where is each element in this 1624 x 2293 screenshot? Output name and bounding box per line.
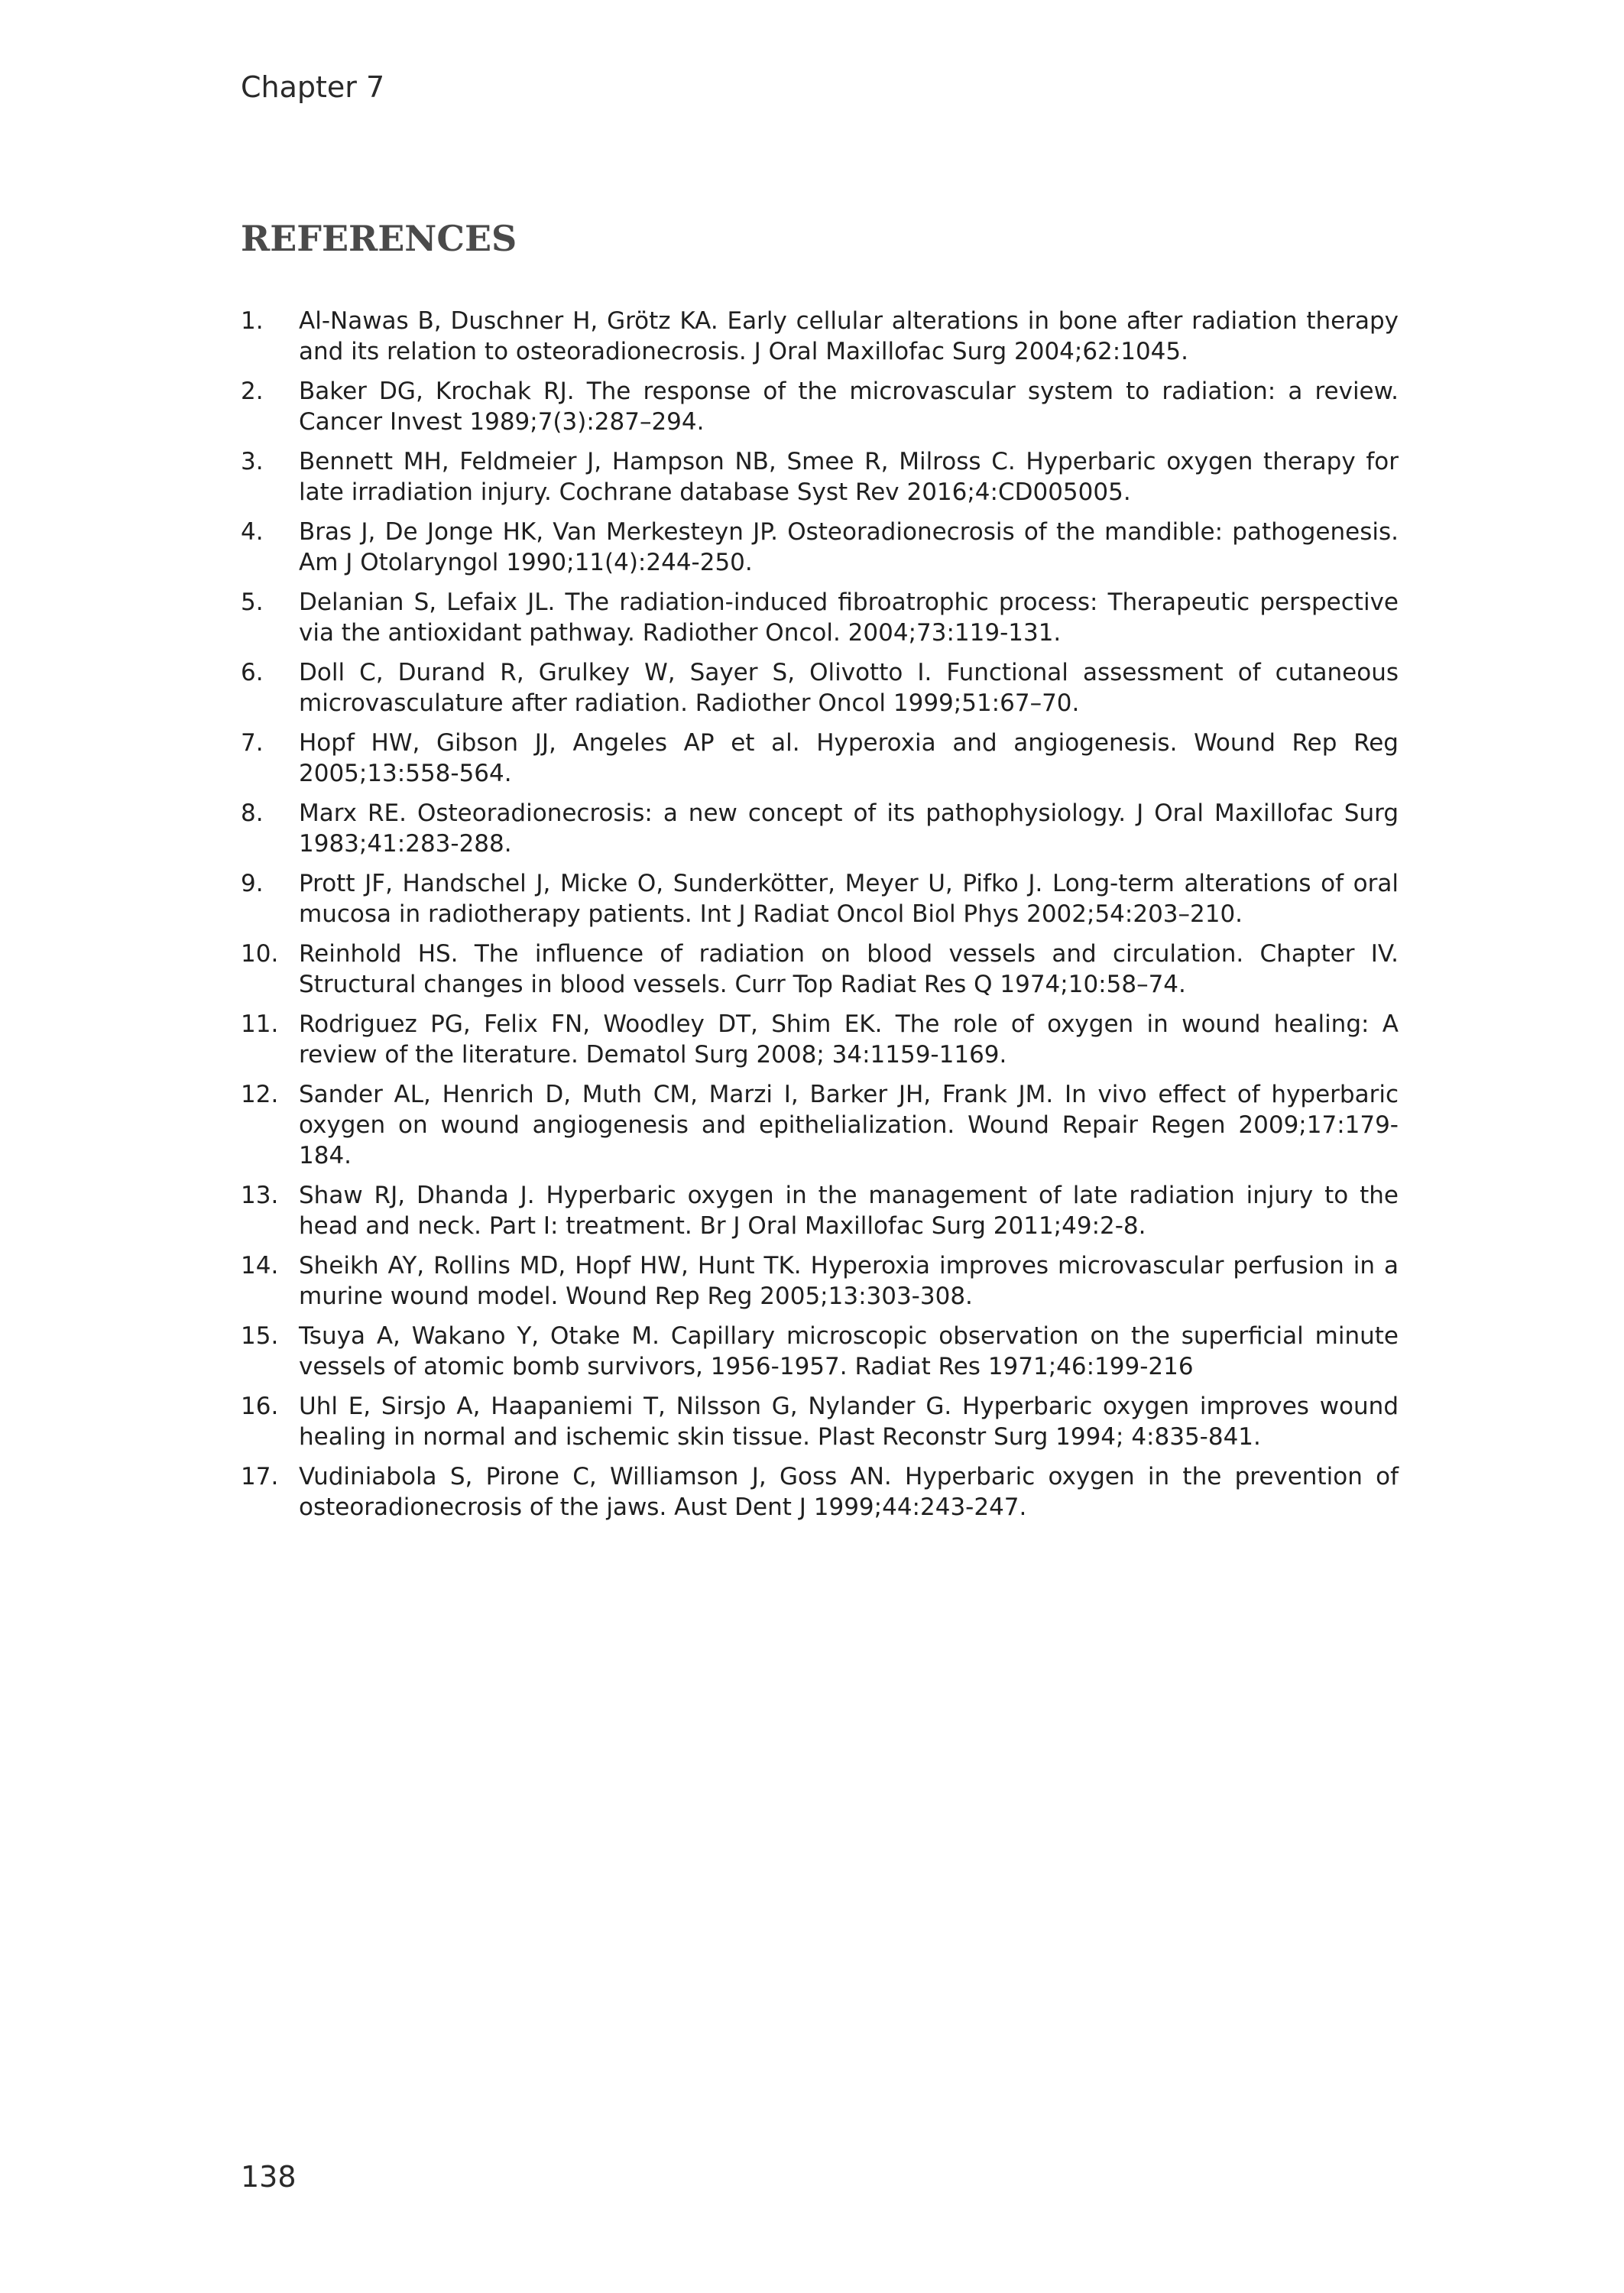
reference-item	[241, 939, 1399, 1000]
reference-item	[241, 1250, 1399, 1312]
reference-list	[241, 306, 1399, 1532]
reference-number: 7.	[241, 729, 264, 757]
reference-text: Delanian S, Lefaix JL. The radiation-induced fibroatrophic process: Therapeutic perspective via the antioxidant pathway. Radiother Oncol. 2004;73:119-131.	[299, 589, 1399, 647]
page-number: 138	[241, 2160, 297, 2194]
reference-number: 17.	[241, 1463, 279, 1490]
reference-number: 11.	[241, 1010, 279, 1038]
reference-number: 4.	[241, 518, 264, 546]
reference-item	[241, 728, 1399, 789]
reference-number: 16.	[241, 1393, 279, 1420]
reference-text: Baker DG, Krochak RJ. The response of the microvascular system to radiation: a review. Cancer Invest 1989;7(3):287–294.	[299, 378, 1399, 436]
reference-number: 9.	[241, 870, 264, 897]
reference-text: Al-Nawas B, Duschner H, Grötz KA. Early cellular alterations in bone after radiation therapy and its relation to osteoradionecrosis. J Oral Maxillofac Surg 2004;62:1045.	[299, 307, 1399, 365]
reference-item	[241, 1461, 1399, 1523]
reference-item	[241, 306, 1399, 367]
reference-number: 8.	[241, 799, 264, 827]
reference-item	[241, 1079, 1399, 1171]
reference-number: 13.	[241, 1182, 279, 1209]
reference-text: Shaw RJ, Dhanda J. Hyperbaric oxygen in the management of late radiation injury to the head and neck. Part I: treatment. Br J Oral Maxillofac Surg 2011;49:2-8.	[299, 1182, 1399, 1240]
reference-text: Sheikh AY, Rollins MD, Hopf HW, Hunt TK. Hyperoxia improves microvascular perfusion in a murine wound model. Wound Rep Reg 2005;13:303-308.	[299, 1252, 1399, 1310]
reference-text: Reinhold HS. The influence of radiation on blood vessels and circulation. Chapter IV. Structural changes in blood vessels. Curr Top Radiat Res Q 1974;10:58–74.	[299, 940, 1399, 998]
reference-item	[241, 376, 1399, 437]
reference-text: Hopf HW, Gibson JJ, Angeles AP et al. Hyperoxia and angiogenesis. Wound Rep Reg 2005;13:558-564.	[299, 729, 1399, 787]
reference-number: 10.	[241, 940, 279, 968]
reference-item	[241, 798, 1399, 859]
reference-text: Doll C, Durand R, Grulkey W, Sayer S, Olivotto I. Functional assessment of cutaneous microvasculature after radiation. Radiother Oncol 1999;51:67–70.	[299, 659, 1399, 717]
reference-number: 14.	[241, 1252, 279, 1279]
reference-number: 15.	[241, 1322, 279, 1350]
reference-item	[241, 868, 1399, 929]
reference-text: Bennett MH, Feldmeier J, Hampson NB, Smee R, Milross C. Hyperbaric oxygen therapy for late irradiation injury. Cochrane database Syst Rev 2016;4:CD005005.	[299, 448, 1399, 506]
reference-text: Tsuya A, Wakano Y, Otake M. Capillary microscopic observation on the superficial minute vessels of atomic bomb survivors, 1956-1957. Radiat Res 1971;46:199-216	[299, 1322, 1399, 1380]
reference-number: 12.	[241, 1081, 279, 1108]
reference-text: Rodriguez PG, Felix FN, Woodley DT, Shim EK. The role of oxygen in wound healing: A review of the literature. Dematol Surg 2008; 34:1159-1169.	[299, 1010, 1399, 1069]
reference-text: Vudiniabola S, Pirone C, Williamson J, Goss AN. Hyperbaric oxygen in the prevention of osteoradionecrosis of the jaws. Aust Dent J 1999;44:243-247.	[299, 1463, 1399, 1521]
reference-number: 5.	[241, 589, 264, 616]
reference-item	[241, 446, 1399, 508]
reference-number: 3.	[241, 448, 264, 475]
reference-item	[241, 1391, 1399, 1452]
reference-item	[241, 1009, 1399, 1070]
reference-text: Sander AL, Henrich D, Muth CM, Marzi I, Barker JH, Frank JM. In vivo effect of hyperbaric oxygen on wound angiogenesis and epithelialization. Wound Repair Regen 2009;17:179-184.	[299, 1081, 1399, 1169]
reference-text: Marx RE. Osteoradionecrosis: a new concept of its pathophysiology. J Oral Maxillofac Surg 1983;41:283-288.	[299, 799, 1399, 858]
reference-number: 6.	[241, 659, 264, 686]
running-head: Chapter 7	[241, 70, 385, 104]
reference-number: 1.	[241, 307, 264, 335]
reference-item	[241, 1321, 1399, 1382]
section-title: REFERENCES	[241, 218, 517, 259]
reference-item	[241, 1180, 1399, 1241]
reference-text: Prott JF, Handschel J, Micke O, Sunderkötter, Meyer U, Pifko J. Long-term alterations of oral mucosa in radiotherapy patients. Int J Radiat Oncol Biol Phys 2002;54:203–210.	[299, 870, 1399, 928]
reference-text: Uhl E, Sirsjo A, Haapaniemi T, Nilsson G, Nylander G. Hyperbaric oxygen improves wound healing in normal and ischemic skin tissue. Plast Reconstr Surg 1994; 4:835-841.	[299, 1393, 1399, 1451]
reference-number: 2.	[241, 378, 264, 405]
reference-item	[241, 587, 1399, 648]
reference-text: Bras J, De Jonge HK, Van Merkesteyn JP. Osteoradionecrosis of the mandible: pathogenesis. Am J Otolaryngol 1990;11(4):244-250.	[299, 518, 1399, 576]
reference-item	[241, 657, 1399, 718]
reference-item	[241, 517, 1399, 578]
